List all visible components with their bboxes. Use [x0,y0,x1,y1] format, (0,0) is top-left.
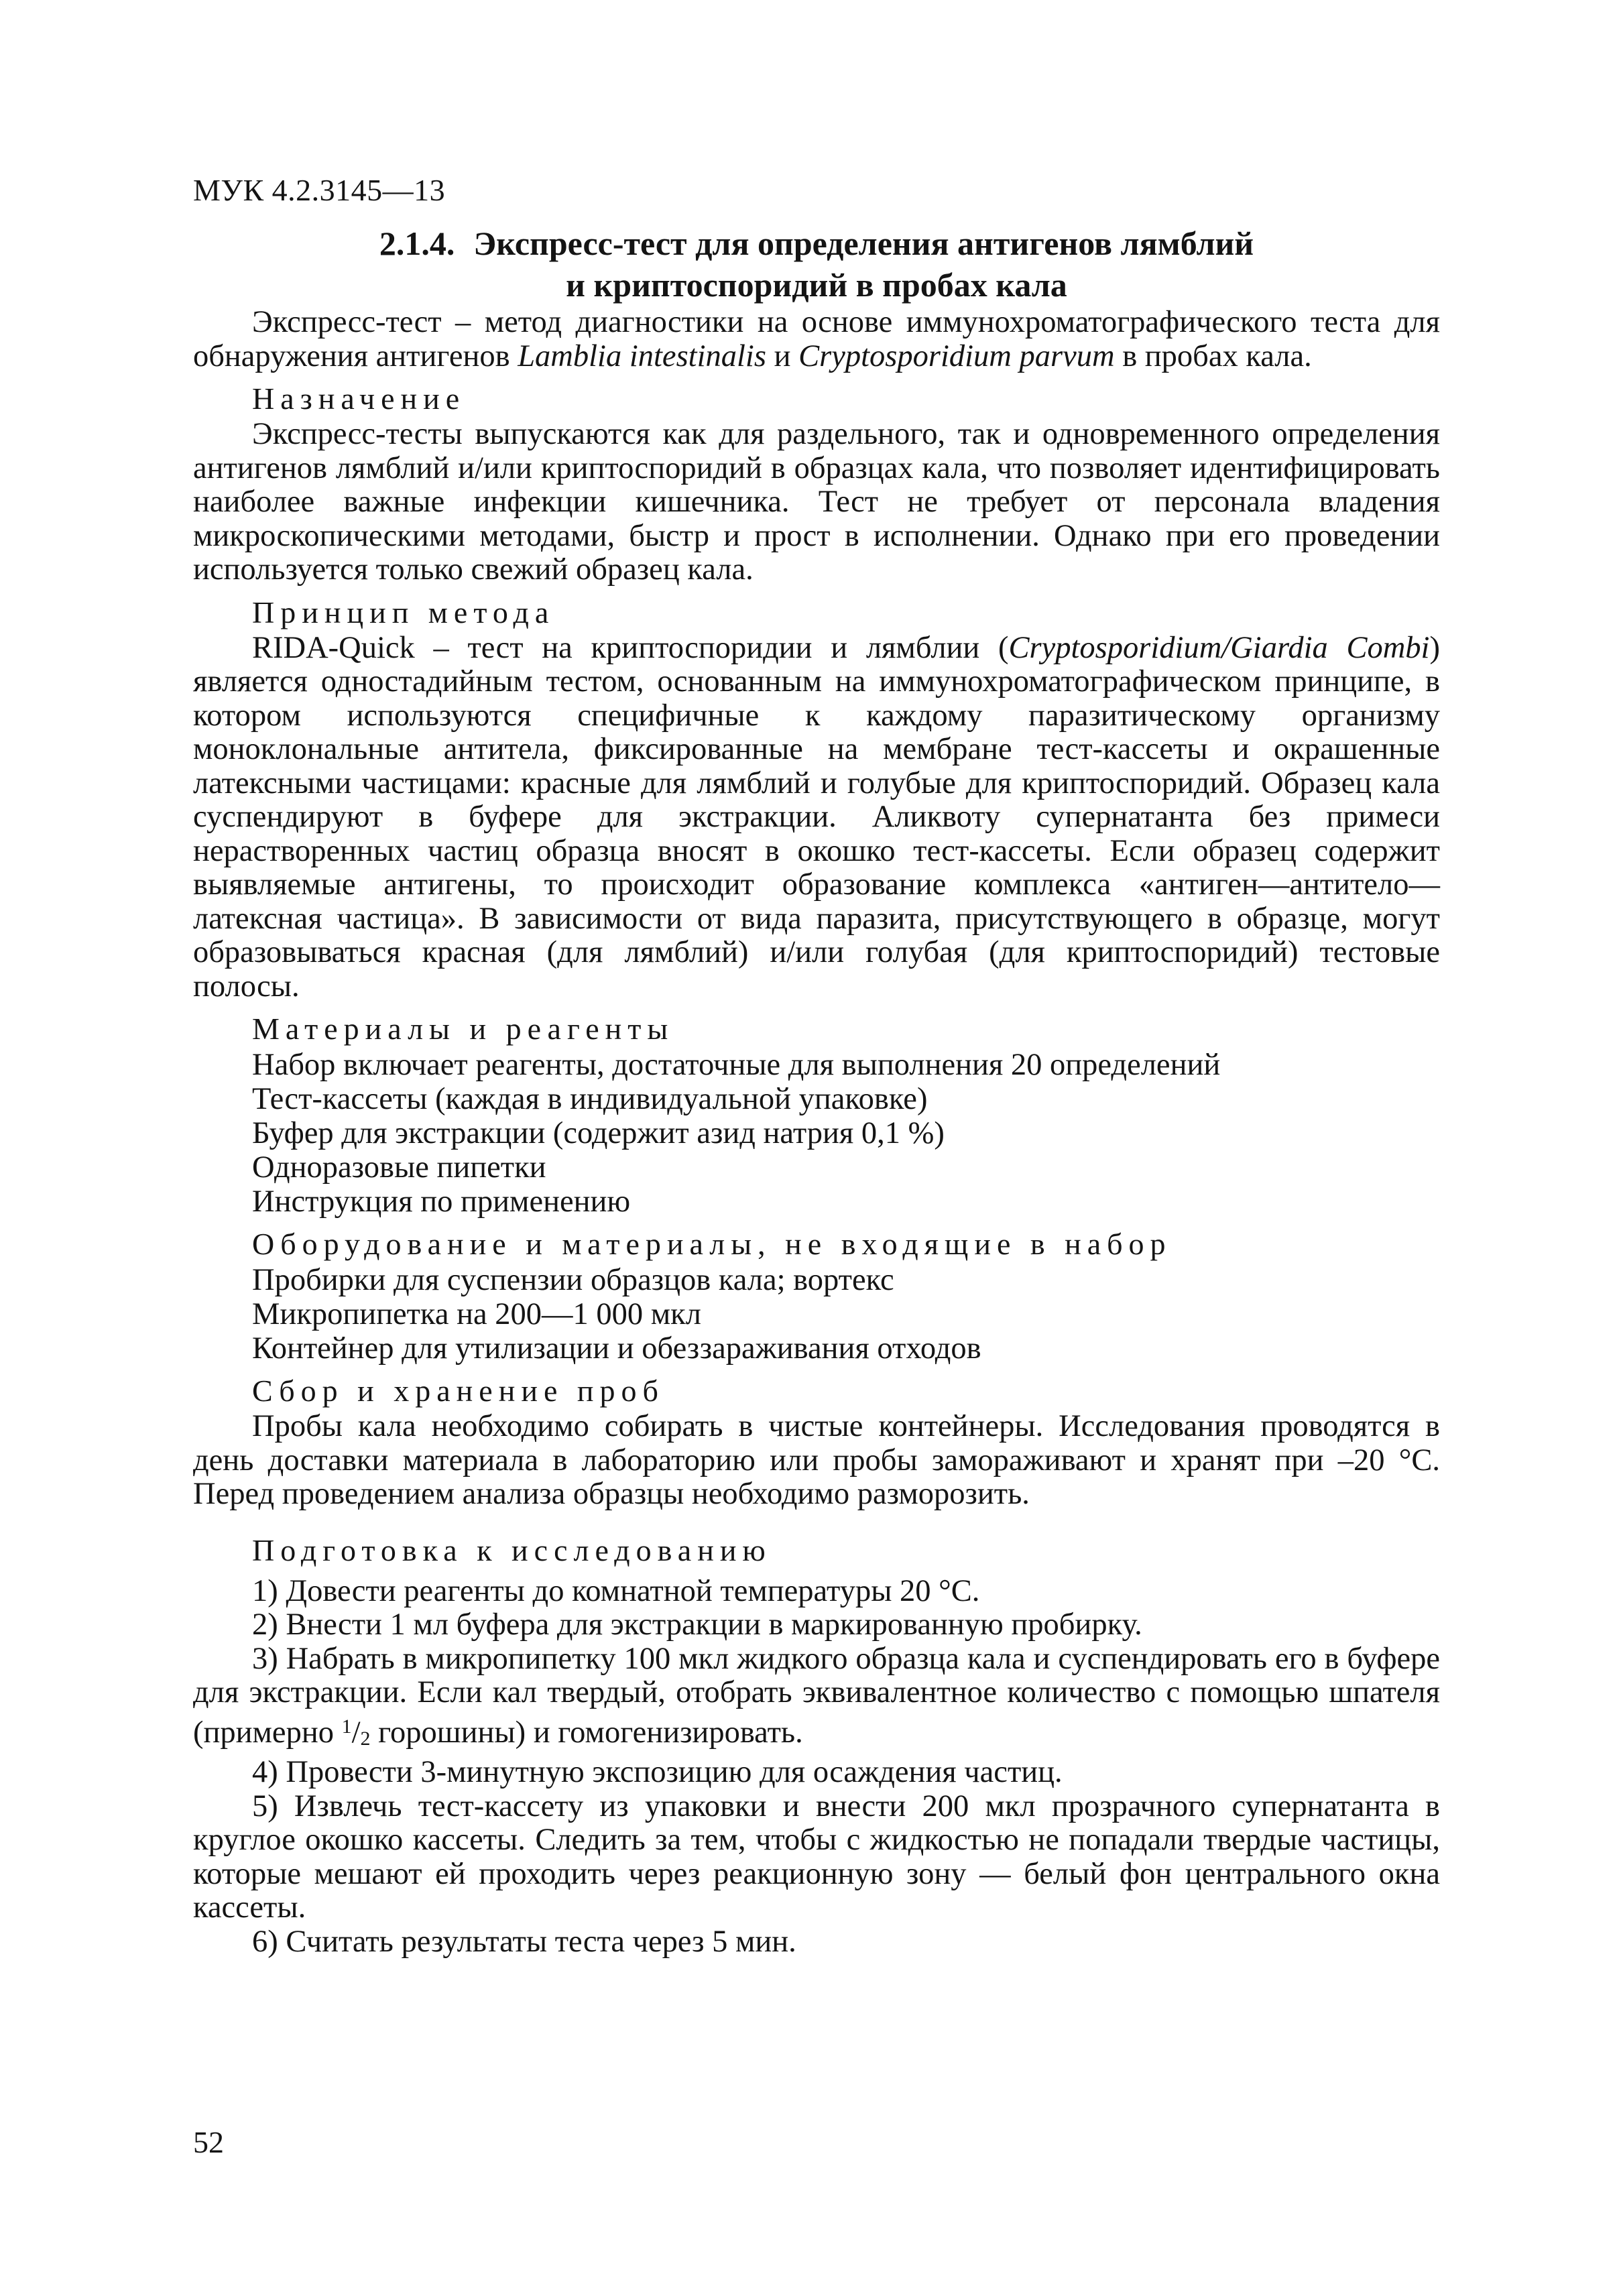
materials-list [193,1048,1440,1219]
principle-text-1: RIDA-Quick – тест на криптоспоридии и лямблии ( [252,630,1009,665]
list-item: Микропипетка на 200—1 000 мкл [252,1297,701,1331]
list-item: Одноразовые пипетки [252,1150,546,1185]
materials-heading: Материалы и реагенты [252,1012,674,1046]
main-content [193,306,1440,1959]
preparation-step-3: 3) Набрать в микропипетку 100 мкл жидкого образца кала и суспендировать его в буфере для экстракции. Если кал твердый, отобрать эквивалентное количество с помощью шпателя (примерно $^1$/2 горошины) и гомогенизировать. [193,1641,1440,1750]
principle-paragraph [193,631,1440,1004]
intro-paragraph [193,306,1440,373]
purpose-paragraph: Экспресс-тесты выпускаются как для раздельного, так и одновременного определения антигенов лямблий и/или криптоспоридий в образцах кала, что позволяет идентифицировать наиболее важные инфекции кишечника. Тест не требует от персонала владения микроскопическими методами, быстр и прост в исполнении. Однако при его проведении используется только свежий образец кала. [193,417,1440,587]
section-title [193,223,1440,306]
collection-paragraph: Пробы кала необходимо собирать в чистые контейнеры. Исследования проводятся в день доставки материала в лабораторию или пробы замораживают и хранят при –20 °С. Перед проведением анализа образцы необходимо разморозить. [193,1409,1440,1511]
purpose-heading: Назначение [252,381,466,416]
list-item: Контейнер для утилизации и обеззараживания отходов [252,1331,981,1366]
fraction-denominator: 2 [360,1727,371,1750]
step-3-text-1: 3) Набрать в микропипетку 100 мкл жидкого образца кала и суспендировать его в буфере для экстракции. Если кал твердый, отобрать эквивалентное количество с помощью шпателя (примерно [193,1641,1440,1750]
list-item: Набор включает реагенты, достаточные для выполнения 20 определений [252,1048,1221,1082]
section-title-line-2: и криптоспоридий в пробах кала [566,266,1067,304]
list-item: Инструкция по применению [252,1185,631,1219]
principle-heading: Принцип метода [252,595,555,629]
preparation-heading: Подготовка к исследованию [252,1532,772,1567]
section-title-text-1: Экспресс-тест для определения антигенов лямблий [473,225,1254,262]
intro-text-2: и [766,339,799,373]
equipment-heading: Оборудование и материалы, не входящие в набор [252,1227,1172,1261]
section-number: 2.1.4. [379,225,455,262]
intro-species-1: Lamblia intestinalis [518,339,766,373]
intro-text-1: Экспресс-тест – метод диагностики на основе иммунохроматографического теста для обнаружения антигенов [193,305,1440,373]
intro-text-3: в пробах кала. [1114,339,1312,373]
list-item: Пробирки для суспензии образцов кала; вортекс [252,1263,894,1297]
preparation-step-2: 2) Внести 1 мл буфера для экстракции в маркированную пробирку. [252,1608,1142,1642]
document-code: МУК 4.2.3145—13 [193,173,446,207]
step-3-text-2: горошины) и гомогенизировать. [370,1715,803,1750]
preparation-step-5: 5) Извлечь тест-кассету из упаковки и внести 200 мкл прозрачного супернатанта в круглое окошко кассеты. Следить за тем, чтобы с жидкостью не попадали твердые частицы, которые мешают ей проходить через реакционную зону — белый фон центрального окна кассеты. [193,1789,1440,1925]
preparation-step-1: 1) Довести реагенты до комнатной температуры 20 °С. [252,1573,980,1608]
fraction-numerator: 1 [341,1715,352,1738]
principle-italic: Cryptosporidium/Giardia Combi [1008,630,1430,665]
collection-heading: Сбор и хранение проб [252,1374,664,1408]
preparation-steps [193,1575,1440,1959]
preparation-step-6: 6) Считать результаты теста через 5 мин. [252,1924,796,1959]
page-number: 52 [193,2125,224,2159]
list-item: Тест-кассеты (каждая в индивидуальной упаковке) [252,1082,928,1116]
intro-species-2: Cryptosporidium parvum [798,339,1115,373]
equipment-list [193,1263,1440,1366]
list-item: Буфер для экстракции (содержит азид натрия 0,1 %) [252,1116,945,1150]
principle-text-2: ) является одностадийным тестом, основанным на иммунохроматографическом принципе, в котором используются специфичные к каждому паразитическому организму моноклональные антитела, фиксированные на мембране тест-кассеты и окрашенные латексными частицами: красные для лямблий и голубые для криптоспоридий. Образец кала суспендируют в буфере для экстракции. Аликвоту супернатанта без примеси нерастворенных частиц образца вносят в окошко тест-кассеты. Если образец содержит выявляемые антигены, то происходит образование комплекса «антиген—антитело—латексная частица». В зависимости от вида паразита, присутствующего в образце, могут образовываться красная (для лямблий) и/или голубая (для криптоспоридий) тестовые полосы. [193,630,1440,1004]
preparation-step-4: 4) Провести 3-минутную экспозицию для осаждения частиц. [252,1755,1063,1789]
section-title-line-1 [193,223,1440,264]
